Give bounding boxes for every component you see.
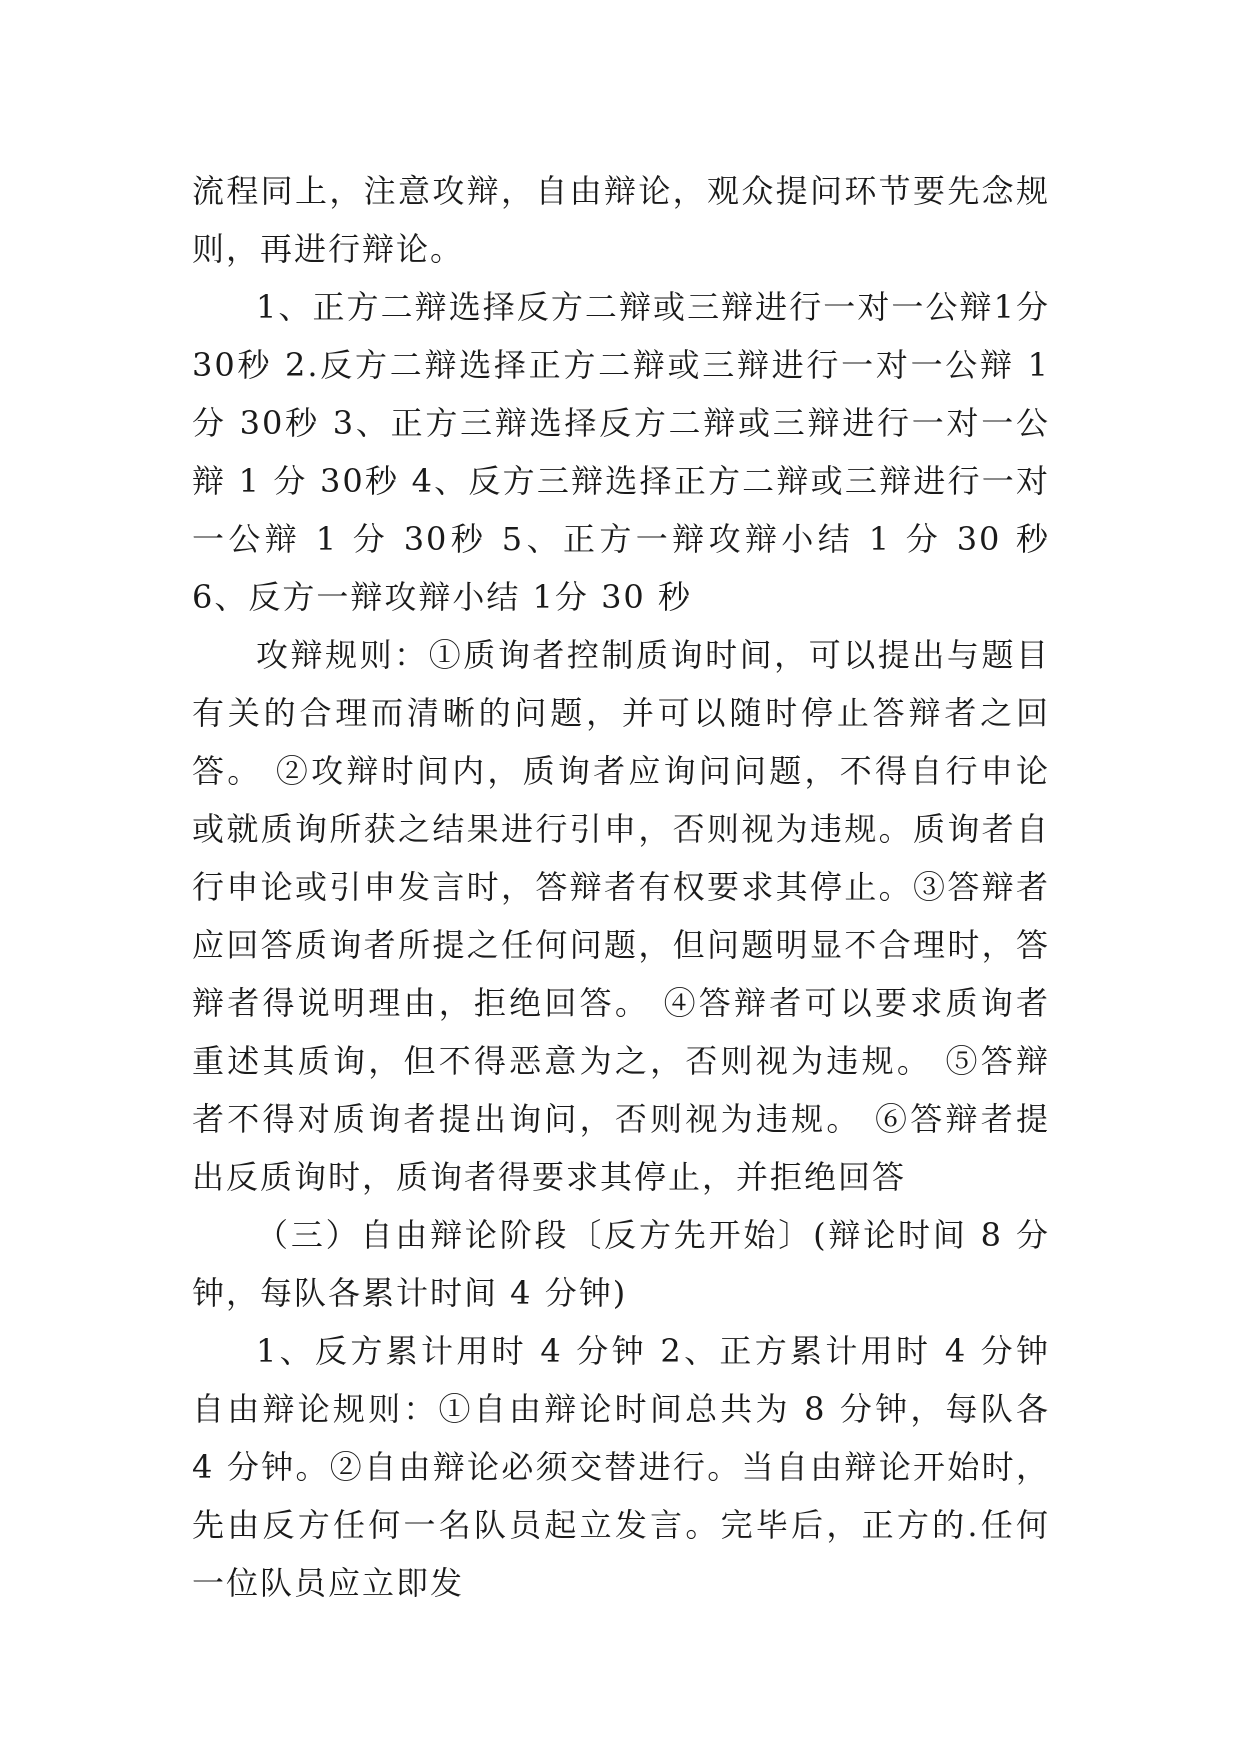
document-page xyxy=(192,162,1050,1612)
paragraph-free-debate-heading: （三）自由辩论阶段〔反方先开始〕(辩论时间 8 分钟，每队各累计时间 4 分钟) xyxy=(192,1216,1050,1312)
paragraph-cross-exam-rules: 攻辩规则：①质询者控制质询时间，可以提出与题目有关的合理而清晰的问题，并可以随时停止答辩者之回答。 ②攻辩时间内，质询者应询问问题，不得自行申论或就质询所获之结果进行引申，否则视为违规。质询者自行申论或引申发言时，答辩者有权要求其停止。③答辩者应回答质询者所提之任何问题，但问题明显不合理时，答辩者得说明理由，拒绝回答。 ④答辩者可以要求质询者重述其质询，但不得恶意为之，否则视为违规。 ⑤答辩者不得对质询者提出询问，否则视为违规。 ⑥答辩者提出反质询时，质询者得要求其停止，并拒绝回答 xyxy=(192,636,1050,1196)
paragraph-free-debate-rules: 1、反方累计用时 4 分钟 2、正方累计用时 4 分钟自由辩论规则：①自由辩论时间总共为 8 分钟，每队各 4 分钟。②自由辩论必须交替进行。当自由辩论开始时，先由反方任何一名队员起立发言。完毕后，正方的.任何一位队员应立即发 xyxy=(192,1332,1050,1602)
paragraph-intro: 流程同上，注意攻辩，自由辩论，观众提问环节要先念规则，再进行辩论。 xyxy=(192,172,1050,268)
paragraph-cross-exam-order: 1、正方二辩选择反方二辩或三辩进行一对一公辩1分30秒 2.反方二辩选择正方二辩或三辩进行一对一公辩 1 分 30秒 3、正方三辩选择反方二辩或三辩进行一对一公辩 1 分 30秒 4、反方三辩选择正方二辩或三辩进行一对一公辩 1 分 30秒 5、正方一辩攻辩小结 1 分 30 秒 6、反方一辩攻辩小结 1分 30 秒 xyxy=(192,288,1050,616)
